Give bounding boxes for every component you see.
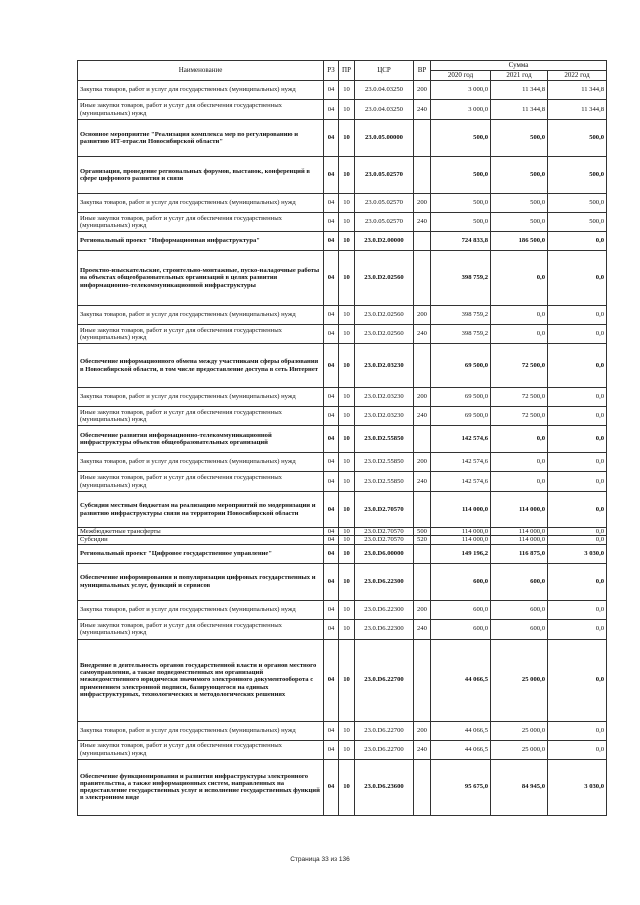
cell-v2022: 0,0 xyxy=(548,407,607,426)
cell-name: Иные закупки товаров, работ и услуг для обеспечения государственных (муниципальных) нужд xyxy=(78,407,324,426)
cell-vr: 200 xyxy=(414,306,431,325)
table-row xyxy=(78,407,607,426)
cell-v2021: 0,0 xyxy=(491,426,548,453)
cell-v2020: 142 574,6 xyxy=(431,472,491,492)
cell-vr xyxy=(414,251,431,306)
cell-v2020: 95 675,0 xyxy=(431,759,491,815)
cell-csr: 23.0.D6.22700 xyxy=(355,740,414,759)
table-row xyxy=(78,544,607,563)
cell-csr: 23.0.D6.22300 xyxy=(355,619,414,639)
cell-name: Закупка товаров, работ и услуг для государственных (муниципальных) нужд xyxy=(78,306,324,325)
cell-v2020: 500,0 xyxy=(431,213,491,232)
cell-v2021: 25 000,0 xyxy=(491,639,548,721)
cell-v2020: 142 574,6 xyxy=(431,453,491,472)
page-number: Страница 33 из 136 xyxy=(290,856,350,863)
cell-v2022: 3 030,0 xyxy=(548,544,607,563)
cell-v2021: 0,0 xyxy=(491,472,548,492)
cell-v2021: 0,0 xyxy=(491,251,548,306)
cell-v2021: 0,0 xyxy=(491,325,548,344)
cell-name: Региональный проект "Информационная инфраструктура" xyxy=(78,232,324,251)
cell-v2020: 69 500,0 xyxy=(431,388,491,407)
cell-vr: 200 xyxy=(414,388,431,407)
cell-csr: 23.0.D2.55850 xyxy=(355,472,414,492)
cell-v2022: 0,0 xyxy=(548,721,607,740)
cell-vr: 500 xyxy=(414,528,431,536)
cell-rz: 04 xyxy=(324,453,339,472)
cell-v2022: 11 344,8 xyxy=(548,100,607,120)
cell-rz: 04 xyxy=(324,619,339,639)
cell-v2020: 500,0 xyxy=(431,120,491,157)
cell-pr: 10 xyxy=(339,563,355,600)
cell-v2020: 69 500,0 xyxy=(431,407,491,426)
table-row xyxy=(78,213,607,232)
cell-rz: 04 xyxy=(324,194,339,213)
cell-v2020: 114 000,0 xyxy=(431,492,491,528)
cell-rz: 04 xyxy=(324,157,339,194)
cell-v2022: 0,0 xyxy=(548,740,607,759)
cell-pr: 10 xyxy=(339,619,355,639)
cell-rz: 04 xyxy=(324,407,339,426)
cell-name: Иные закупки товаров, работ и услуг для обеспечения государственных (муниципальных) нужд xyxy=(78,472,324,492)
table-header xyxy=(78,61,607,81)
cell-name: Организация, проведение региональных форумов, выставок, конференций в сфере цифрового развития и связи xyxy=(78,157,324,194)
cell-v2020: 69 500,0 xyxy=(431,344,491,388)
cell-v2020: 500,0 xyxy=(431,194,491,213)
cell-pr: 10 xyxy=(339,81,355,100)
cell-csr: 23.0.D6.22700 xyxy=(355,639,414,721)
cell-v2022: 500,0 xyxy=(548,194,607,213)
cell-name: Внедрение в деятельность органов государственной власти и органов местного самоуправления, а также подведомственных им организаций межведомственного юридически значимого электронного документооборота с применением электронной подписи, базирующегося на единых инфраструктурных, технологических и методологических решениях xyxy=(78,639,324,721)
cell-v2020: 500,0 xyxy=(431,157,491,194)
cell-v2020: 44 066,5 xyxy=(431,721,491,740)
header-name: Наименование xyxy=(78,61,324,81)
cell-vr xyxy=(414,563,431,600)
cell-rz: 04 xyxy=(324,536,339,544)
cell-pr: 10 xyxy=(339,492,355,528)
cell-v2021: 116 875,0 xyxy=(491,544,548,563)
cell-vr: 200 xyxy=(414,600,431,619)
cell-name: Закупка товаров, работ и услуг для государственных (муниципальных) нужд xyxy=(78,453,324,472)
table-row xyxy=(78,528,607,536)
cell-v2022: 500,0 xyxy=(548,157,607,194)
cell-rz: 04 xyxy=(324,639,339,721)
table-row xyxy=(78,426,607,453)
cell-rz: 04 xyxy=(324,492,339,528)
cell-pr: 10 xyxy=(339,544,355,563)
header-2021: 2021 год xyxy=(491,71,548,81)
cell-csr: 23.0.04.03250 xyxy=(355,100,414,120)
table-row xyxy=(78,472,607,492)
cell-v2021: 500,0 xyxy=(491,157,548,194)
cell-pr: 10 xyxy=(339,721,355,740)
cell-pr: 10 xyxy=(339,251,355,306)
cell-rz: 04 xyxy=(324,81,339,100)
cell-v2022: 0,0 xyxy=(548,536,607,544)
cell-v2021: 25 000,0 xyxy=(491,721,548,740)
cell-pr: 10 xyxy=(339,325,355,344)
cell-pr: 10 xyxy=(339,344,355,388)
cell-v2022: 3 030,0 xyxy=(548,759,607,815)
cell-v2021: 500,0 xyxy=(491,213,548,232)
cell-name: Субсидии xyxy=(78,536,324,544)
cell-v2020: 398 759,2 xyxy=(431,325,491,344)
cell-rz: 04 xyxy=(324,344,339,388)
cell-v2020: 142 574,6 xyxy=(431,426,491,453)
table-row xyxy=(78,325,607,344)
cell-name: Основное мероприятие "Реализация комплекса мер по регулированию и развитию ИТ-отрасли Новосибирской области" xyxy=(78,120,324,157)
cell-rz: 04 xyxy=(324,544,339,563)
cell-csr: 23.0.D2.03230 xyxy=(355,388,414,407)
cell-name: Иные закупки товаров, работ и услуг для обеспечения государственных (муниципальных) нужд xyxy=(78,100,324,120)
cell-v2022: 0,0 xyxy=(548,251,607,306)
cell-v2021: 114 000,0 xyxy=(491,492,548,528)
cell-rz: 04 xyxy=(324,563,339,600)
cell-rz: 04 xyxy=(324,306,339,325)
table-row xyxy=(78,453,607,472)
cell-name: Региональный проект "Цифровое государственное управление" xyxy=(78,544,324,563)
cell-v2022: 0,0 xyxy=(548,639,607,721)
cell-csr: 23.0.D6.22300 xyxy=(355,600,414,619)
table-row xyxy=(78,536,607,544)
cell-v2022: 0,0 xyxy=(548,453,607,472)
cell-v2022: 0,0 xyxy=(548,563,607,600)
cell-pr: 10 xyxy=(339,536,355,544)
cell-pr: 10 xyxy=(339,759,355,815)
cell-rz: 04 xyxy=(324,213,339,232)
cell-vr xyxy=(414,426,431,453)
cell-name: Обеспечение функционирования и развития инфраструктуры электронного правительства, а также информационных систем, направленных на предоставление государственных услуг и исполнение государственных функций в электронном виде xyxy=(78,759,324,815)
table-row xyxy=(78,600,607,619)
cell-csr: 23.0.D2.02560 xyxy=(355,325,414,344)
cell-name: Закупка товаров, работ и услуг для государственных (муниципальных) нужд xyxy=(78,81,324,100)
table-row xyxy=(78,563,607,600)
cell-v2020: 114 000,0 xyxy=(431,528,491,536)
cell-csr: 23.0.05.02570 xyxy=(355,213,414,232)
cell-csr: 23.0.05.00000 xyxy=(355,120,414,157)
cell-vr xyxy=(414,639,431,721)
cell-v2020: 44 066,5 xyxy=(431,740,491,759)
cell-csr: 23.0.04.03250 xyxy=(355,81,414,100)
cell-v2022: 500,0 xyxy=(548,213,607,232)
cell-rz: 04 xyxy=(324,528,339,536)
table-row xyxy=(78,194,607,213)
cell-v2021: 84 945,0 xyxy=(491,759,548,815)
cell-vr: 240 xyxy=(414,407,431,426)
cell-rz: 04 xyxy=(324,100,339,120)
cell-csr: 23.0.D6.22700 xyxy=(355,721,414,740)
cell-name: Обеспечение информационного обмена между участниками сферы образования в Новосибирской области, в том числе предоставление доступа в сеть Интернет xyxy=(78,344,324,388)
table-row xyxy=(78,251,607,306)
cell-vr xyxy=(414,544,431,563)
cell-v2022: 0,0 xyxy=(548,232,607,251)
cell-vr: 240 xyxy=(414,100,431,120)
cell-rz: 04 xyxy=(324,325,339,344)
cell-name: Иные закупки товаров, работ и услуг для обеспечения государственных (муниципальных) нужд xyxy=(78,740,324,759)
cell-name: Иные закупки товаров, работ и услуг для обеспечения государственных (муниципальных) нужд xyxy=(78,325,324,344)
cell-pr: 10 xyxy=(339,213,355,232)
cell-pr: 10 xyxy=(339,120,355,157)
table-row xyxy=(78,81,607,100)
cell-rz: 04 xyxy=(324,759,339,815)
cell-name: Субсидии местным бюджетам на реализацию мероприятий по модернизации и развитию инфраструктуры связи на территории Новосибирской области xyxy=(78,492,324,528)
cell-pr: 10 xyxy=(339,194,355,213)
cell-v2021: 600,0 xyxy=(491,563,548,600)
header-rz: РЗ xyxy=(324,61,339,81)
cell-csr: 23.0.05.02570 xyxy=(355,194,414,213)
cell-pr: 10 xyxy=(339,407,355,426)
cell-vr: 200 xyxy=(414,721,431,740)
cell-csr: 23.0.D2.55850 xyxy=(355,426,414,453)
cell-vr: 240 xyxy=(414,740,431,759)
table-row xyxy=(78,306,607,325)
cell-vr xyxy=(414,232,431,251)
table-row xyxy=(78,100,607,120)
cell-pr: 10 xyxy=(339,100,355,120)
cell-v2020: 600,0 xyxy=(431,563,491,600)
cell-v2021: 0,0 xyxy=(491,306,548,325)
cell-vr xyxy=(414,759,431,815)
cell-csr: 23.0.D6.23600 xyxy=(355,759,414,815)
cell-v2021: 25 000,0 xyxy=(491,740,548,759)
cell-pr: 10 xyxy=(339,453,355,472)
cell-csr: 23.0.D2.70570 xyxy=(355,528,414,536)
cell-vr: 520 xyxy=(414,536,431,544)
cell-v2021: 11 344,8 xyxy=(491,81,548,100)
cell-pr: 10 xyxy=(339,388,355,407)
cell-v2020: 3 000,0 xyxy=(431,81,491,100)
cell-v2022: 0,0 xyxy=(548,472,607,492)
cell-name: Иные закупки товаров, работ и услуг для обеспечения государственных (муниципальных) нужд xyxy=(78,619,324,639)
cell-v2020: 600,0 xyxy=(431,619,491,639)
cell-v2022: 0,0 xyxy=(548,325,607,344)
cell-v2022: 500,0 xyxy=(548,120,607,157)
cell-name: Закупка товаров, работ и услуг для государственных (муниципальных) нужд xyxy=(78,721,324,740)
header-pr: ПР xyxy=(339,61,355,81)
table-row xyxy=(78,120,607,157)
cell-pr: 10 xyxy=(339,600,355,619)
cell-v2022: 0,0 xyxy=(548,619,607,639)
cell-v2021: 114 000,0 xyxy=(491,528,548,536)
table-row xyxy=(78,721,607,740)
table-row xyxy=(78,388,607,407)
table-row xyxy=(78,740,607,759)
cell-pr: 10 xyxy=(339,528,355,536)
cell-pr: 10 xyxy=(339,472,355,492)
cell-vr xyxy=(414,157,431,194)
cell-rz: 04 xyxy=(324,600,339,619)
cell-v2022: 0,0 xyxy=(548,426,607,453)
cell-pr: 10 xyxy=(339,157,355,194)
table-row xyxy=(78,157,607,194)
table-row xyxy=(78,492,607,528)
cell-v2021: 0,0 xyxy=(491,453,548,472)
cell-pr: 10 xyxy=(339,232,355,251)
cell-csr: 23.0.D6.00000 xyxy=(355,544,414,563)
cell-vr: 240 xyxy=(414,472,431,492)
cell-rz: 04 xyxy=(324,251,339,306)
cell-csr: 23.0.D2.02560 xyxy=(355,306,414,325)
cell-v2021: 11 344,8 xyxy=(491,100,548,120)
cell-name: Закупка товаров, работ и услуг для государственных (муниципальных) нужд xyxy=(78,194,324,213)
cell-v2020: 3 000,0 xyxy=(431,100,491,120)
cell-vr xyxy=(414,492,431,528)
cell-v2021: 600,0 xyxy=(491,600,548,619)
cell-v2021: 500,0 xyxy=(491,120,548,157)
cell-vr: 200 xyxy=(414,194,431,213)
cell-v2021: 72 500,0 xyxy=(491,388,548,407)
cell-rz: 04 xyxy=(324,472,339,492)
cell-rz: 04 xyxy=(324,120,339,157)
cell-name: Иные закупки товаров, работ и услуг для обеспечения государственных (муниципальных) нужд xyxy=(78,213,324,232)
cell-csr: 23.0.05.02570 xyxy=(355,157,414,194)
cell-rz: 04 xyxy=(324,388,339,407)
cell-rz: 04 xyxy=(324,232,339,251)
cell-vr: 240 xyxy=(414,619,431,639)
header-csr: ЦСР xyxy=(355,61,414,81)
budget-table xyxy=(77,60,607,816)
cell-csr: 23.0.D6.22300 xyxy=(355,563,414,600)
cell-rz: 04 xyxy=(324,426,339,453)
cell-v2022: 11 344,8 xyxy=(548,81,607,100)
cell-name: Закупка товаров, работ и услуг для государственных (муниципальных) нужд xyxy=(78,600,324,619)
cell-csr: 23.0.D2.03230 xyxy=(355,407,414,426)
cell-v2022: 0,0 xyxy=(548,388,607,407)
cell-v2020: 149 196,2 xyxy=(431,544,491,563)
cell-name: Закупка товаров, работ и услуг для государственных (муниципальных) нужд xyxy=(78,388,324,407)
cell-v2020: 44 066,5 xyxy=(431,639,491,721)
cell-v2021: 114 000,0 xyxy=(491,536,548,544)
cell-v2022: 0,0 xyxy=(548,600,607,619)
cell-vr: 240 xyxy=(414,325,431,344)
cell-v2021: 500,0 xyxy=(491,194,548,213)
cell-v2020: 398 759,2 xyxy=(431,251,491,306)
cell-pr: 10 xyxy=(339,740,355,759)
table-row xyxy=(78,344,607,388)
cell-v2022: 0,0 xyxy=(548,306,607,325)
cell-v2021: 72 500,0 xyxy=(491,344,548,388)
cell-pr: 10 xyxy=(339,306,355,325)
cell-pr: 10 xyxy=(339,426,355,453)
cell-name: Обеспечение информирования и популяризации цифровых государственных и муниципальных услуг, функций и сервисов xyxy=(78,563,324,600)
cell-v2021: 72 500,0 xyxy=(491,407,548,426)
cell-csr: 23.0.D2.55850 xyxy=(355,453,414,472)
cell-csr: 23.0.D2.00000 xyxy=(355,232,414,251)
table-body xyxy=(78,81,607,816)
cell-v2022: 0,0 xyxy=(548,492,607,528)
cell-vr: 200 xyxy=(414,81,431,100)
cell-csr: 23.0.D2.02560 xyxy=(355,251,414,306)
table-row xyxy=(78,232,607,251)
cell-name: Обеспечение развития информационно-телекоммуникационной инфраструктуры объектов общеобразовательных организаций xyxy=(78,426,324,453)
cell-v2021: 186 500,0 xyxy=(491,232,548,251)
header-vr: ВР xyxy=(414,61,431,81)
cell-pr: 10 xyxy=(339,639,355,721)
cell-v2020: 724 833,8 xyxy=(431,232,491,251)
cell-vr: 240 xyxy=(414,213,431,232)
cell-vr xyxy=(414,344,431,388)
cell-name: Проектно-изыскательские, строительно-монтажные, пуско-наладочные работы на объектах общеобразовательных организаций в целях развития информационно-телекоммуникационной инфраструктуры xyxy=(78,251,324,306)
cell-v2021: 600,0 xyxy=(491,619,548,639)
cell-v2022: 0,0 xyxy=(548,528,607,536)
cell-vr: 200 xyxy=(414,453,431,472)
cell-v2020: 114 000,0 xyxy=(431,536,491,544)
table-row xyxy=(78,619,607,639)
header-sum: Сумма xyxy=(431,61,607,71)
cell-rz: 04 xyxy=(324,721,339,740)
cell-csr: 23.0.D2.03230 xyxy=(355,344,414,388)
cell-csr: 23.0.D2.70570 xyxy=(355,536,414,544)
header-2022: 2022 год xyxy=(548,71,607,81)
cell-v2020: 398 759,2 xyxy=(431,306,491,325)
cell-rz: 04 xyxy=(324,740,339,759)
cell-v2020: 600,0 xyxy=(431,600,491,619)
cell-vr xyxy=(414,120,431,157)
table-row xyxy=(78,759,607,815)
cell-csr: 23.0.D2.70570 xyxy=(355,492,414,528)
cell-v2022: 0,0 xyxy=(548,344,607,388)
table-row xyxy=(78,639,607,721)
cell-name: Межбюджетные трансферты xyxy=(78,528,324,536)
header-2020: 2020 год xyxy=(431,71,491,81)
